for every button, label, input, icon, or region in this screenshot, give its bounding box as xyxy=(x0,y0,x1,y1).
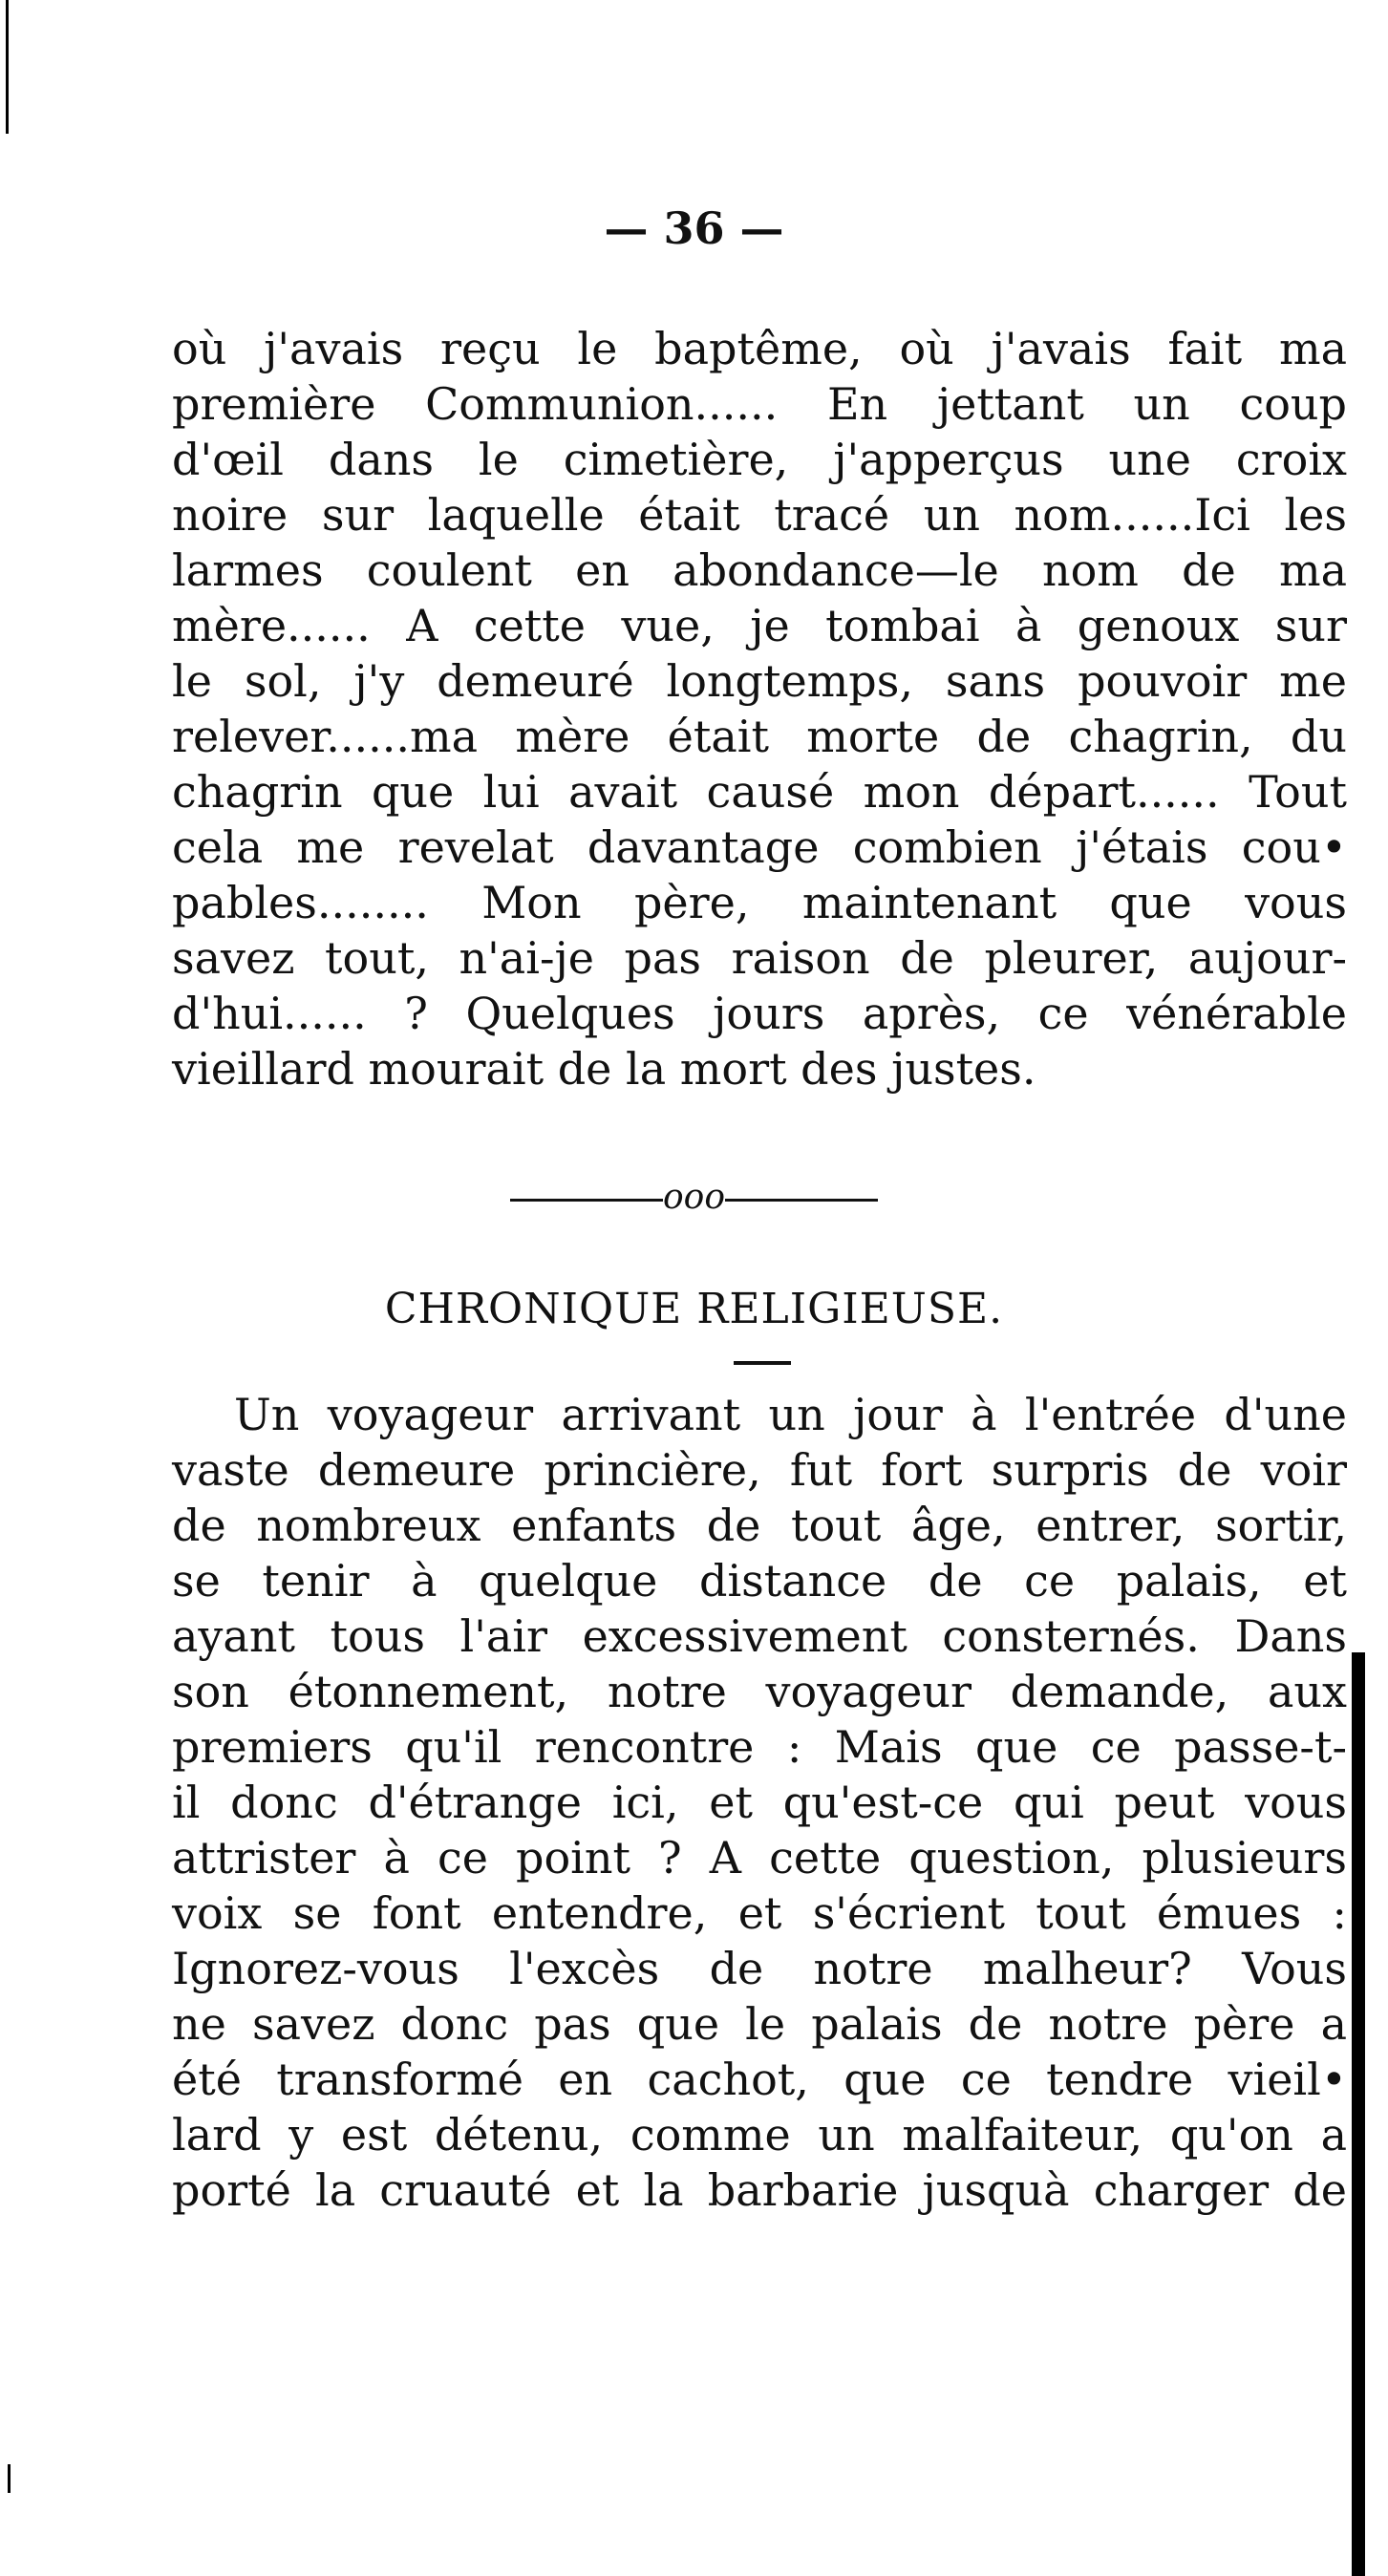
page-number: — 36 — xyxy=(604,202,784,254)
text-line: larmes coulent en abondance—le nom de ma xyxy=(172,544,1347,596)
text-line: Ignorez-vous l'excès de notre malheur? Vous xyxy=(172,1943,1347,1994)
text-line: vieillard mourait de la mort des justes. xyxy=(172,1043,1036,1095)
scan-edge-mark xyxy=(6,0,9,134)
text-line: été transformé en cachot, que ce tendre vieil• xyxy=(172,2054,1347,2105)
separator-rule-right xyxy=(725,1199,878,1202)
text-line: ne savez donc pas que le palais de notre père a xyxy=(172,1998,1347,2050)
paragraph-chronique xyxy=(172,1387,1347,2218)
text-line: son étonnement, notre voyageur demande, aux xyxy=(172,1666,1347,1717)
text-line: Un voyageur arrivant un jour à l'entrée d'une xyxy=(234,1389,1347,1440)
text-line: première Communion...... En jettant un coup xyxy=(172,378,1347,430)
page-edge-shadow xyxy=(1352,1652,1365,2576)
text-line: d'œil dans le cimetière, j'apperçus une croix xyxy=(172,434,1347,485)
scan-edge-mark xyxy=(8,2464,11,2493)
text-line: voix se font entendre, et s'écrient tout émues : xyxy=(172,1887,1347,1939)
text-line: il donc d'étrange ici, et qu'est-ce qui peut vous xyxy=(172,1777,1347,1828)
text-line: lard y est détenu, comme un malfaiteur, qu'on a xyxy=(172,2109,1347,2161)
separator-rule-left xyxy=(510,1199,663,1202)
heading-dash xyxy=(734,1361,791,1365)
section-heading: CHRONIQUE RELIGIEUSE. xyxy=(384,1285,1004,1333)
text-line: d'hui...... ? Quelques jours après, ce vénérable xyxy=(172,988,1347,1039)
text-line: se tenir à quelque distance de ce palais, et xyxy=(172,1555,1347,1607)
text-line: pables........ Mon père, maintenant que vous xyxy=(172,877,1347,928)
separator-ornament: ooo xyxy=(662,1178,726,1217)
text-line: noire sur laquelle était tracé un nom......Ici les xyxy=(172,489,1347,541)
text-line: le sol, j'y demeuré longtemps, sans pouvoir me xyxy=(172,655,1347,707)
text-line: mère...... A cette vue, je tombai à genoux sur xyxy=(172,600,1347,651)
text-line: chagrin que lui avait causé mon départ...... Tout xyxy=(172,766,1347,818)
text-line: où j'avais reçu le baptême, où j'avais fait ma xyxy=(172,323,1347,374)
section-separator xyxy=(0,1177,1388,1219)
text-line: ayant tous l'air excessivement consternés. Dans xyxy=(172,1610,1347,1662)
text-line: relever......ma mère était morte de chagrin, du xyxy=(172,711,1347,762)
paragraph-continuation xyxy=(172,321,1347,1096)
text-line: vaste demeure princière, fut fort surpris de voir xyxy=(172,1444,1347,1496)
text-line: porté la cruauté et la barbarie jusquà charger de xyxy=(172,2164,1347,2216)
text-line: premiers qu'il rencontre : Mais que ce passe-t- xyxy=(172,1721,1347,1773)
text-line: attrister à ce point ? A cette question, plusieurs xyxy=(172,1832,1347,1884)
text-line: de nombreux enfants de tout âge, entrer, sortir, xyxy=(172,1500,1347,1551)
text-line: savez tout, n'ai-je pas raison de pleurer, aujour- xyxy=(172,932,1347,984)
text-line: cela me revelat davantage combien j'étais cou• xyxy=(172,821,1347,873)
